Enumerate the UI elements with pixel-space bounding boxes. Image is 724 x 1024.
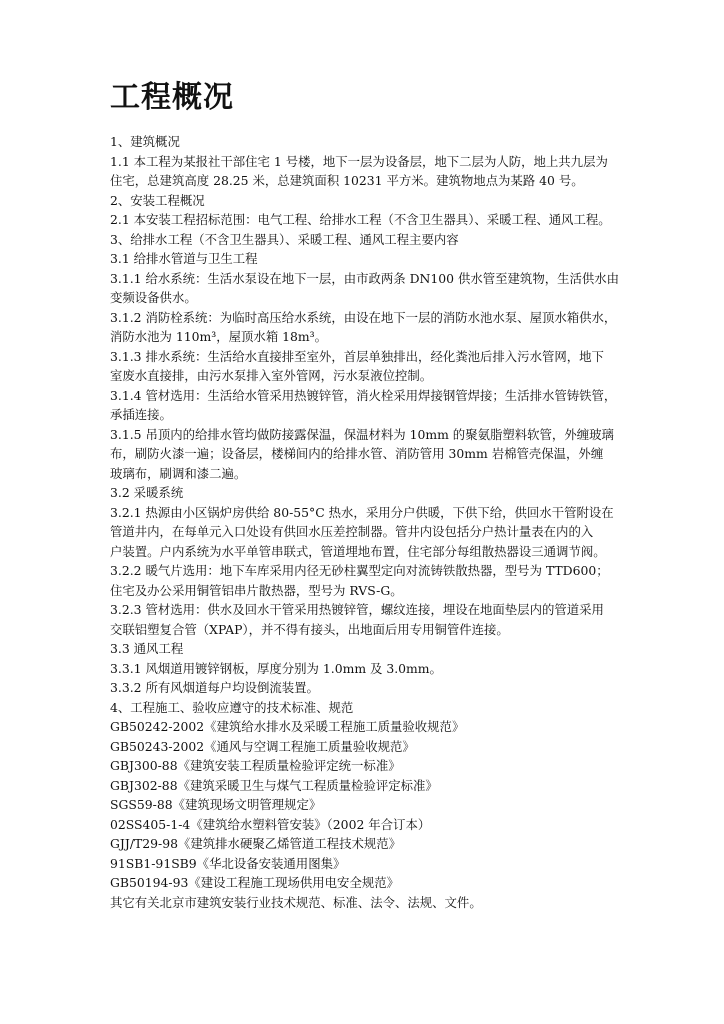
text-line: 户装置。户内系统为水平单管串联式，管道埋地布置，住宅部分每组散热器设三通调节阀。 (110, 543, 606, 559)
text-line: 消防水池为 110m³，屋顶水箱 18m³。 (110, 329, 328, 344)
text-line: 变频设备供水。 (110, 290, 197, 305)
text-line: 2.1 本安装工程招标范围：电气工程、给排水工程（不含卫生器具）、采暖工程、通风工程。 (110, 212, 611, 227)
text-line: 3.2 采暖系统 (110, 485, 184, 500)
text-line: 承插连接。 (110, 407, 172, 422)
text-line: 91SB1-91SB9《华北设备安装通用图集》 (110, 855, 346, 871)
text-line: 3.1.5 吊顶内的给排水管均做防接露保温，保温材料为 10mm 的聚氨脂塑料软管，外缠玻璃 (110, 426, 614, 442)
text-line: 玻璃布，刷调和漆二遍。 (110, 465, 247, 481)
text-line: 3.2.3 管材选用：供水及回水干管采用热镀锌管，螺纹连接，埋设在地面垫层内的管道采用 (110, 602, 604, 617)
text-line: 3.3.1 风烟道用镀锌钢板，厚度分别为 1.0mm 及 3.0mm。 (110, 660, 442, 676)
text-line: 室废水直接排，由污水泵排入室外管网，污水泵液位控制。 (110, 368, 433, 383)
text-line: 住宅及办公采用铜管铝串片散热器，型号为 RVS-G。 (110, 582, 403, 598)
text-line: GB50194-93《建设工程施工现场供用电安全规范》 (110, 875, 400, 890)
text-line: 1、建筑概况 (110, 134, 180, 149)
text-line: 3.1.3 排水系统：生活给水直接排至室外，首层单独排出，经化粪池后排入污水管网，地下 (110, 348, 604, 364)
text-line: 3、给排水工程（不含卫生器具）、采暖工程、通风工程主要内容 (110, 231, 459, 247)
document-body (110, 132, 622, 912)
text-line: 02SS405-1-4《建筑给水塑料管安装》（2002 年合订本） (110, 816, 431, 832)
text-line: 布，刷防火漆一遍；设备层，楼梯间内的给排水管、消防管用 30mm 岩棉管壳保温，外缠 (110, 446, 604, 461)
text-line: GJJ/T29-98《建筑排水硬聚乙烯管道工程技术规范》 (110, 836, 402, 851)
text-line: 3.1 给排水管道与卫生工程 (110, 251, 258, 266)
text-line: GB50242-2002《建筑给水排水及采暖工程施工质量验收规范》 (110, 719, 465, 734)
text-line: 2、安装工程概况 (110, 192, 205, 208)
text-line: SGS59-88《建筑现场文明管理规定》 (110, 797, 322, 812)
text-line: 4、工程施工、验收应遵守的技术标准、规范 (110, 699, 354, 715)
text-line: 其它有关北京市建筑安装行业技术规范、标准、法令、法规、文件。 (110, 894, 482, 910)
text-line: GB50243-2002《通风与空调工程施工质量验收规范》 (110, 738, 415, 754)
text-line: 住宅，总建筑高度 28.25 米，总建筑面积 10231 平方米。建筑物地点为某路 40 号。 (110, 173, 584, 188)
text-line: 3.1.1 给水系统：生活水泵设在地下一层，由市政两条 DN100 供水管至建筑物，生活供水由 (110, 270, 620, 286)
text-line: 3.1.4 管材选用：生活给水管采用热镀锌管，消火栓采用焊接钢管焊接；生活排水管铸铁管， (110, 387, 617, 403)
text-line: 3.2.1 热源由小区锅炉房供给 80-55°C 热水，采用分户供暖，下供下给，供回水干管附设在 (110, 504, 614, 520)
text-line: 3.3 通风工程 (110, 641, 184, 656)
text-line: 3.3.2 所有风烟道每户均设倒流装置。 (110, 680, 319, 695)
document-title: 工程概况 (110, 80, 234, 115)
text-line: 3.2.2 暖气片选用：地下车库采用内径无砂柱翼型定向对流铸铁散热器，型号为 TTD600； (110, 563, 609, 578)
text-line: GBJ300-88《建筑安装工程质量检验评定统一标准》 (110, 758, 401, 773)
text-line: 交联铝塑复合管（XPAP），并不得有接头，出地面后用专用铜管件连接。 (110, 621, 509, 637)
text-line: 3.1.2 消防栓系统：为临时高压给水系统，由设在地下一层的消防水池水泵、屋顶水箱供水， (110, 309, 617, 325)
text-line: GBJ302-88《建筑采暖卫生与煤气工程质量检验评定标准》 (110, 777, 438, 793)
text-line: 1.1 本工程为某报社干部住宅 1 号楼，地下一层为设备层，地下二层为人防，地上共九层为 (110, 153, 608, 169)
text-line: 管道井内，在每单元入口处设有供回水压差控制器。管井内设包括分户热计量表在内的入 (110, 524, 594, 539)
